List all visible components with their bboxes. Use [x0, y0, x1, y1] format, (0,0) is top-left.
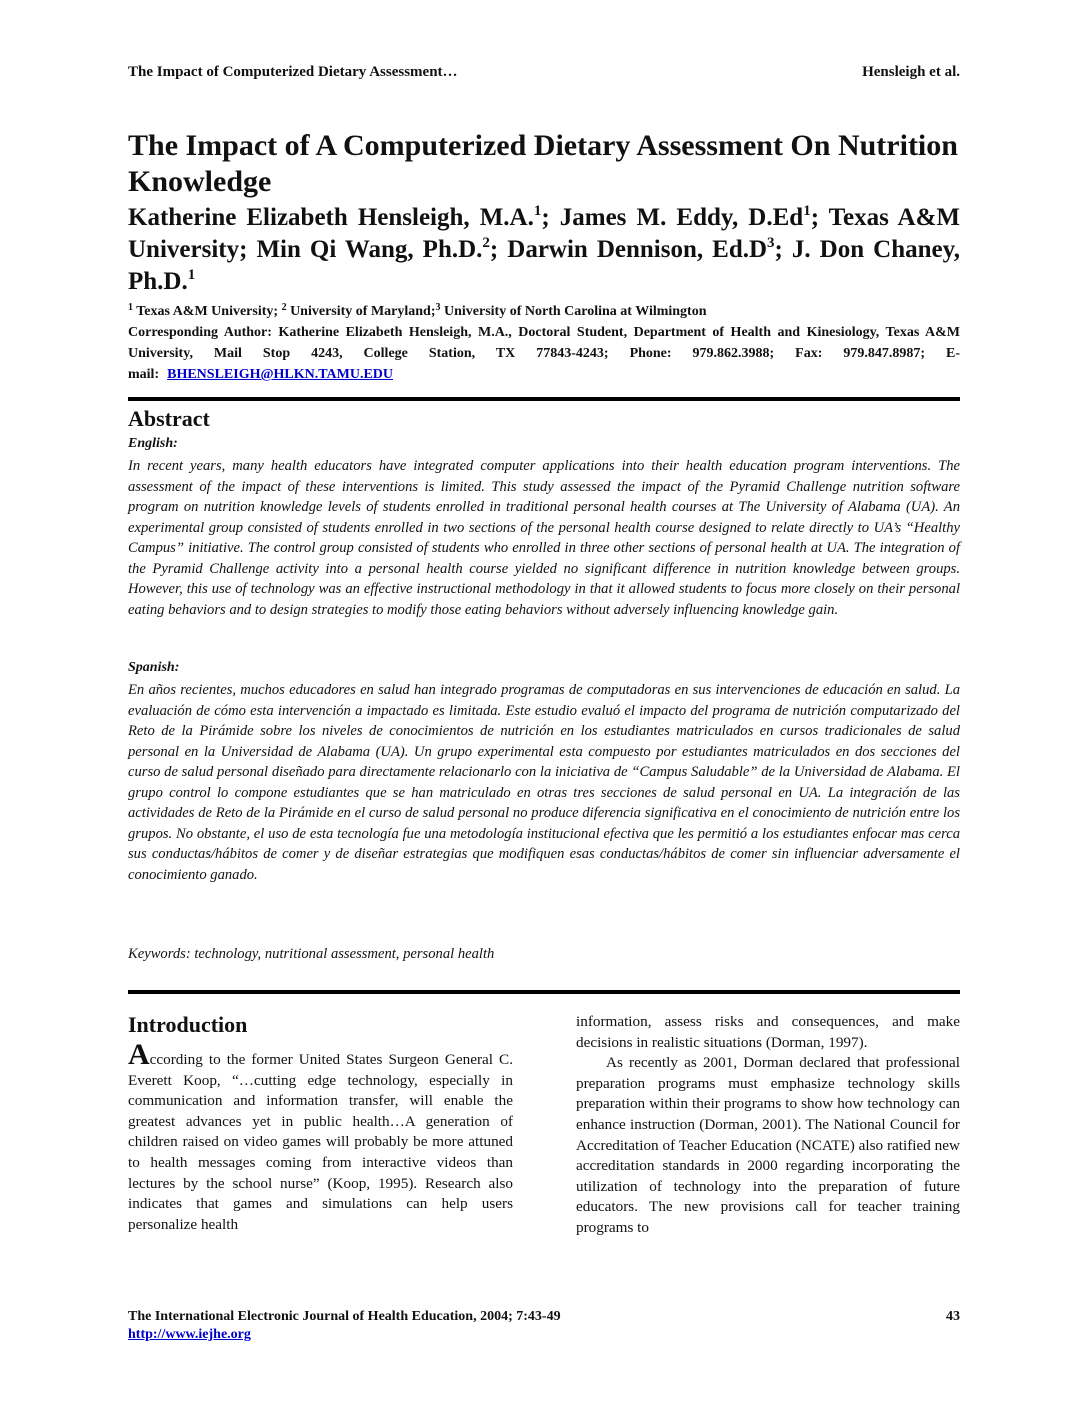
running-head-authors: Hensleigh et al. — [862, 64, 960, 80]
abstract-heading: Abstract — [128, 406, 210, 431]
corresponding-author — [128, 322, 960, 385]
introduction-paragraph: As recently as 2001, Dorman declared that professional preparation programs must emphasize technology skills preparation within their programs to show how technology can enhance instruction (Dorman, 2001). The National Council for Accreditation of Teacher Education (NCATE) also ratified new accreditation standards in 2000 regarding incorporating the utilization of technology into the preparation of future educators. The new provisions call for teacher training programs to — [576, 1054, 960, 1236]
divider — [128, 990, 960, 994]
spanish-label: Spanish: — [128, 660, 180, 675]
introduction-paragraph: information, assess risks and consequences, and make decisions in realistic situations (Dorman, 1997). — [576, 1013, 960, 1051]
introduction-right-column — [576, 1012, 960, 1239]
running-head-title: The Impact of Computerized Dietary Assessment… — [128, 64, 458, 80]
author-wang: ; Texas A&M University; Min Qi Wang, Ph.D. — [128, 204, 961, 263]
author-affil-marker: 2 — [482, 235, 490, 251]
author-affil-marker: 1 — [187, 267, 196, 283]
introduction-heading: Introduction — [128, 1012, 248, 1037]
keywords: Keywords: technology, nutritional assessment, personal health — [128, 946, 495, 962]
author-affil-marker: 1 — [803, 203, 811, 219]
abstract-spanish: En años recientes, muchos educadores en salud han integrado programas de computadoras en sus intervenciones de educación en salud. La evaluación de cómo esta intervención a impactado es limitada. Este estudio evaluó el impacto del programa de nutrición computarizado del Reto de la Pirámide sobre los niveles de conocimientos de nutrición en los estudiantes matriculados en cursos tradicionales de salud personal en la Universidad de Alabama (UA). Un grupo experimental esta compuesto por estudiantes matriculados en dos secciones del curso de salud personal diseñado para directamente relacionarlo con la iniciativa de “Campus Saludable” de la Universidad de Alabama. El grupo control lo compone estudiantes que se han matriculado en otras tres secciones de salud personal en UA. La integración de las actividades de Reto de la Pirámide en el curso de salud personal no produce diferencia significativa en el conocimiento de nutrición entre los grupos. No obstante, el uso de esta tecnología fue una metodología institucional efectiva que les permitió a los estudiantes enfocar mas cerca sus conductas/hábitos de comer y de diseñar estrategias que modifiquen esas conductas/hábitos de comer sin influenciar adversamente el conocimiento ganado. — [128, 682, 960, 883]
affil-marker: 1 — [128, 302, 133, 313]
introduction-left-column — [128, 1038, 513, 1235]
affil-marker: 2 — [281, 302, 287, 313]
author-chaney: ; J. Don Chaney, Ph.D. — [128, 236, 960, 295]
divider — [128, 397, 960, 401]
affil-maryland: University of Maryland; — [286, 304, 436, 319]
paper-title: The Impact of A Computerized Dietary Assessment On Nutrition Knowledge — [128, 129, 958, 198]
page-footer — [128, 1308, 960, 1344]
affil-unc-wilmington: University of North Carolina at Wilmington — [440, 304, 707, 319]
abstract-english: In recent years, many health educators have integrated computer applications into their health education program interventions. The assessment of the impact of these interventions is limited. This study assessed the impact of the Pyramid Challenge nutrition software program on nutrition knowledge levels of students enrolled in traditional personal health courses at The University of Alabama (UA). An experimental group consisted of students enrolled in two sections of the personal health course designed to relate directly to UA’s “Healthy Campus” initiative. The control group consisted of students who enrolled in three other sections of personal health at UA. The integration of the Pyramid Challenge activity into a personal health course yielded no significant difference in nutrition knowledge between groups. However, this use of technology was an effective instructional methodology in that it allowed students to focus more closely on their personal eating behaviors and to design strategies to modify those eating behaviors without adversely influencing knowledge gain. — [128, 458, 960, 618]
email-link[interactable]: BHENSLEIGH@HLKN.TAMU.EDU — [167, 367, 394, 382]
author-dennison: ; Darwin Dennison, Ed.D — [489, 236, 768, 263]
affil-texas-am: Texas A&M University; — [133, 304, 282, 319]
author-list — [128, 202, 960, 298]
drop-cap: A — [128, 1038, 150, 1071]
english-label: English: — [128, 436, 178, 451]
author-eddy: ; James M. Eddy, D.Ed — [541, 204, 804, 231]
running-head — [128, 64, 960, 81]
author-hensleigh: Katherine Elizabeth Hensleigh, M.A. — [128, 204, 534, 231]
author-affil-marker: 1 — [533, 203, 542, 219]
affil-marker: 3 — [435, 302, 441, 313]
introduction-left-text: ccording to the former United States Surgeon General C. Everett Koop, “…cutting edge technology, especially in communication and information transfer, will enable the greatest advances yet in public health…A generation of children raised on video games will probably be more attuned to health messages coming from interactive videos than lectures by the school nurse” (Koop, 1995). Research also indicates that games and simulations can help users personalize health — [128, 1051, 513, 1233]
journal-url-link[interactable]: http://www.iejhe.org — [128, 1327, 251, 1342]
affiliations — [128, 302, 960, 321]
author-affil-marker: 3 — [767, 235, 775, 251]
corresponding-author-text: Corresponding Author: Katherine Elizabeth Hensleigh, M.A., Doctoral Student, Department of Health and Kinesiology, Texas A&M University, Mail Stop 4243, College Station, TX 77843-4243; Phone: 979.862.3988; Fax: 979.847.8987; E-mail: — [128, 325, 960, 382]
page-number: 43 — [946, 1309, 960, 1324]
journal-citation: The International Electronic Journal of Health Education, 2004; 7:43-49 — [128, 1309, 561, 1324]
